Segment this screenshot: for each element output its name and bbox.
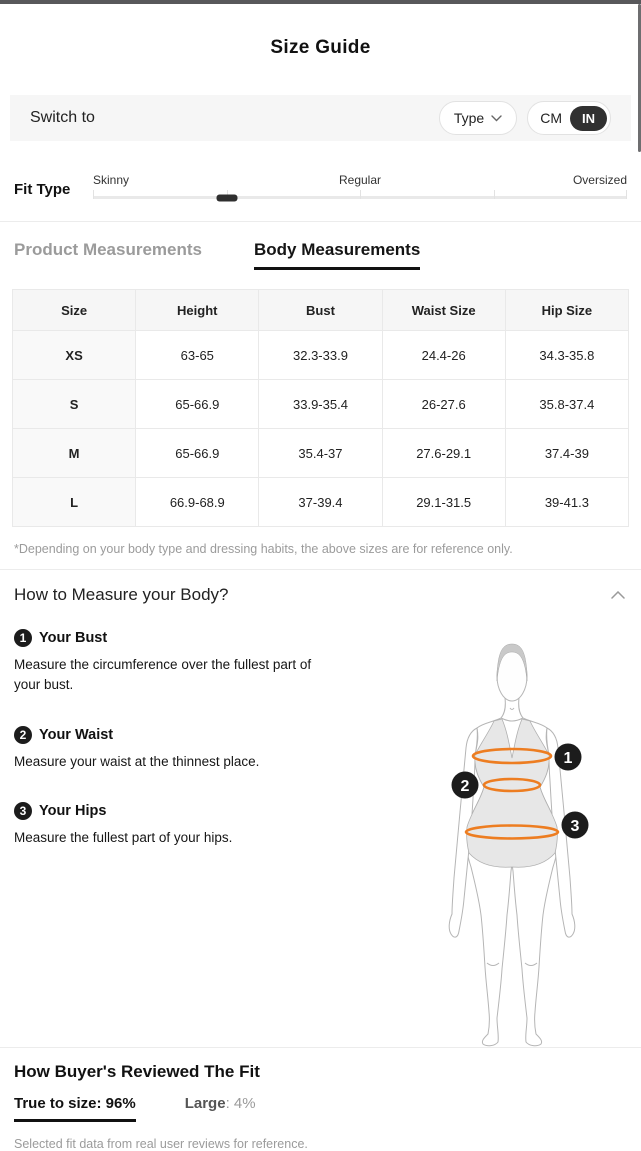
measure-section-header (14, 585, 627, 605)
measure-item-title: Your Hips (39, 802, 107, 819)
slider-thumb[interactable] (216, 194, 237, 201)
measure-item-desc: Measure your waist at the thinnest place. (14, 753, 260, 769)
section-divider (0, 221, 641, 222)
table-header-row (13, 290, 629, 331)
true-to-size-stat[interactable]: True to size: 96% (14, 1095, 136, 1122)
fit-review-title: How Buyer's Reviewed The Fit (14, 1062, 260, 1081)
tab-product-measurements[interactable]: Product Measurements (14, 240, 202, 259)
measure-section-title: How to Measure your Body? (14, 585, 229, 604)
unit-option-cm[interactable]: CM (540, 110, 562, 126)
switch-controls (439, 101, 611, 135)
cell-bust: 35.4-37 (259, 429, 382, 478)
table-row (13, 380, 629, 429)
measure-item-desc: Measure the circumference over the fullest part of your bust. (14, 657, 312, 693)
slider-track[interactable] (93, 196, 627, 199)
figure-badge-2-num: 2 (460, 778, 470, 795)
col-header-bust: Bust (259, 290, 382, 331)
col-header-height: Height (136, 290, 259, 331)
figure-badge-3-num: 3 (570, 818, 580, 835)
chevron-up-icon (611, 591, 625, 599)
fit-review-section (14, 1062, 627, 1151)
col-header-hip: Hip Size (505, 290, 628, 331)
unit-option-in[interactable]: IN (570, 106, 607, 131)
switch-to-label: Switch to (30, 109, 95, 126)
measure-item-bust (14, 629, 344, 696)
large-stat-label: Large (184, 1095, 226, 1112)
table-row (13, 478, 629, 527)
table-row (13, 429, 629, 478)
step-2-badge: 2 (14, 726, 32, 744)
fit-type-section (14, 173, 627, 199)
figure-badge-1-num: 1 (563, 750, 573, 767)
slider-tick (360, 190, 361, 199)
tab-body-measurements[interactable]: Body Measurements (254, 240, 420, 270)
fit-type-label: Fit Type (14, 181, 71, 198)
slider-tick (93, 190, 94, 199)
cell-height: 66.9-68.9 (136, 478, 259, 527)
size-disclaimer: *Depending on your body type and dressing habits, the above sizes are for reference only. (14, 542, 513, 556)
col-header-size: Size (13, 290, 136, 331)
cell-waist: 26-27.6 (382, 380, 505, 429)
measure-item-waist (14, 726, 344, 772)
measurement-tabs (14, 240, 627, 270)
cell-size: S (13, 380, 136, 429)
cell-hip: 39-41.3 (505, 478, 628, 527)
slider-label-oversized: Oversized (572, 173, 627, 187)
page-title: Size Guide (270, 37, 371, 58)
slider-tick (626, 190, 627, 199)
step-3-badge: 3 (14, 802, 32, 820)
cell-bust: 33.9-35.4 (259, 380, 382, 429)
cell-waist: 24.4-26 (382, 331, 505, 380)
measure-item-hips (14, 802, 344, 848)
cell-hip: 37.4-39 (505, 429, 628, 478)
type-dropdown-button[interactable] (439, 101, 517, 135)
step-1-badge: 1 (14, 629, 32, 647)
cell-height: 65-66.9 (136, 380, 259, 429)
cell-waist: 29.1-31.5 (382, 478, 505, 527)
col-header-waist: Waist Size (382, 290, 505, 331)
figure-collarbone (510, 708, 514, 710)
fit-review-stats (14, 1095, 627, 1122)
measure-item-desc: Measure the fullest part of your hips. (14, 829, 233, 845)
size-table (12, 289, 629, 527)
cell-height: 63-65 (136, 331, 259, 380)
measure-section-body (14, 629, 627, 1047)
chevron-down-icon (491, 115, 502, 122)
cell-size: XS (13, 331, 136, 380)
section-divider (0, 569, 641, 570)
slider-tick (494, 190, 495, 199)
type-dropdown-label: Type (453, 110, 485, 126)
switch-bar (10, 95, 631, 141)
unit-toggle[interactable] (527, 101, 611, 135)
measure-item-title: Your Waist (39, 726, 114, 743)
fit-review-note: Selected fit data from real user reviews for reference. (14, 1137, 308, 1151)
slider-label-regular: Regular (338, 173, 382, 187)
large-stat-value: : 4% (225, 1095, 256, 1112)
cell-bust: 37-39.4 (259, 478, 382, 527)
table-row (13, 331, 629, 380)
cell-size: L (13, 478, 136, 527)
cell-bust: 32.3-33.9 (259, 331, 382, 380)
cell-hip: 34.3-35.8 (505, 331, 628, 380)
cell-size: M (13, 429, 136, 478)
cell-height: 65-66.9 (136, 429, 259, 478)
collapse-section-button[interactable] (609, 589, 627, 601)
large-stat[interactable] (185, 1095, 256, 1112)
body-measurement-figure (421, 631, 631, 1051)
fit-type-slider[interactable] (93, 173, 627, 199)
slider-label-skinny: Skinny (93, 173, 130, 187)
slider-labels (93, 173, 627, 189)
cell-hip: 35.8-37.4 (505, 380, 628, 429)
measure-item-title: Your Bust (39, 630, 108, 646)
cell-waist: 27.6-29.1 (382, 429, 505, 478)
